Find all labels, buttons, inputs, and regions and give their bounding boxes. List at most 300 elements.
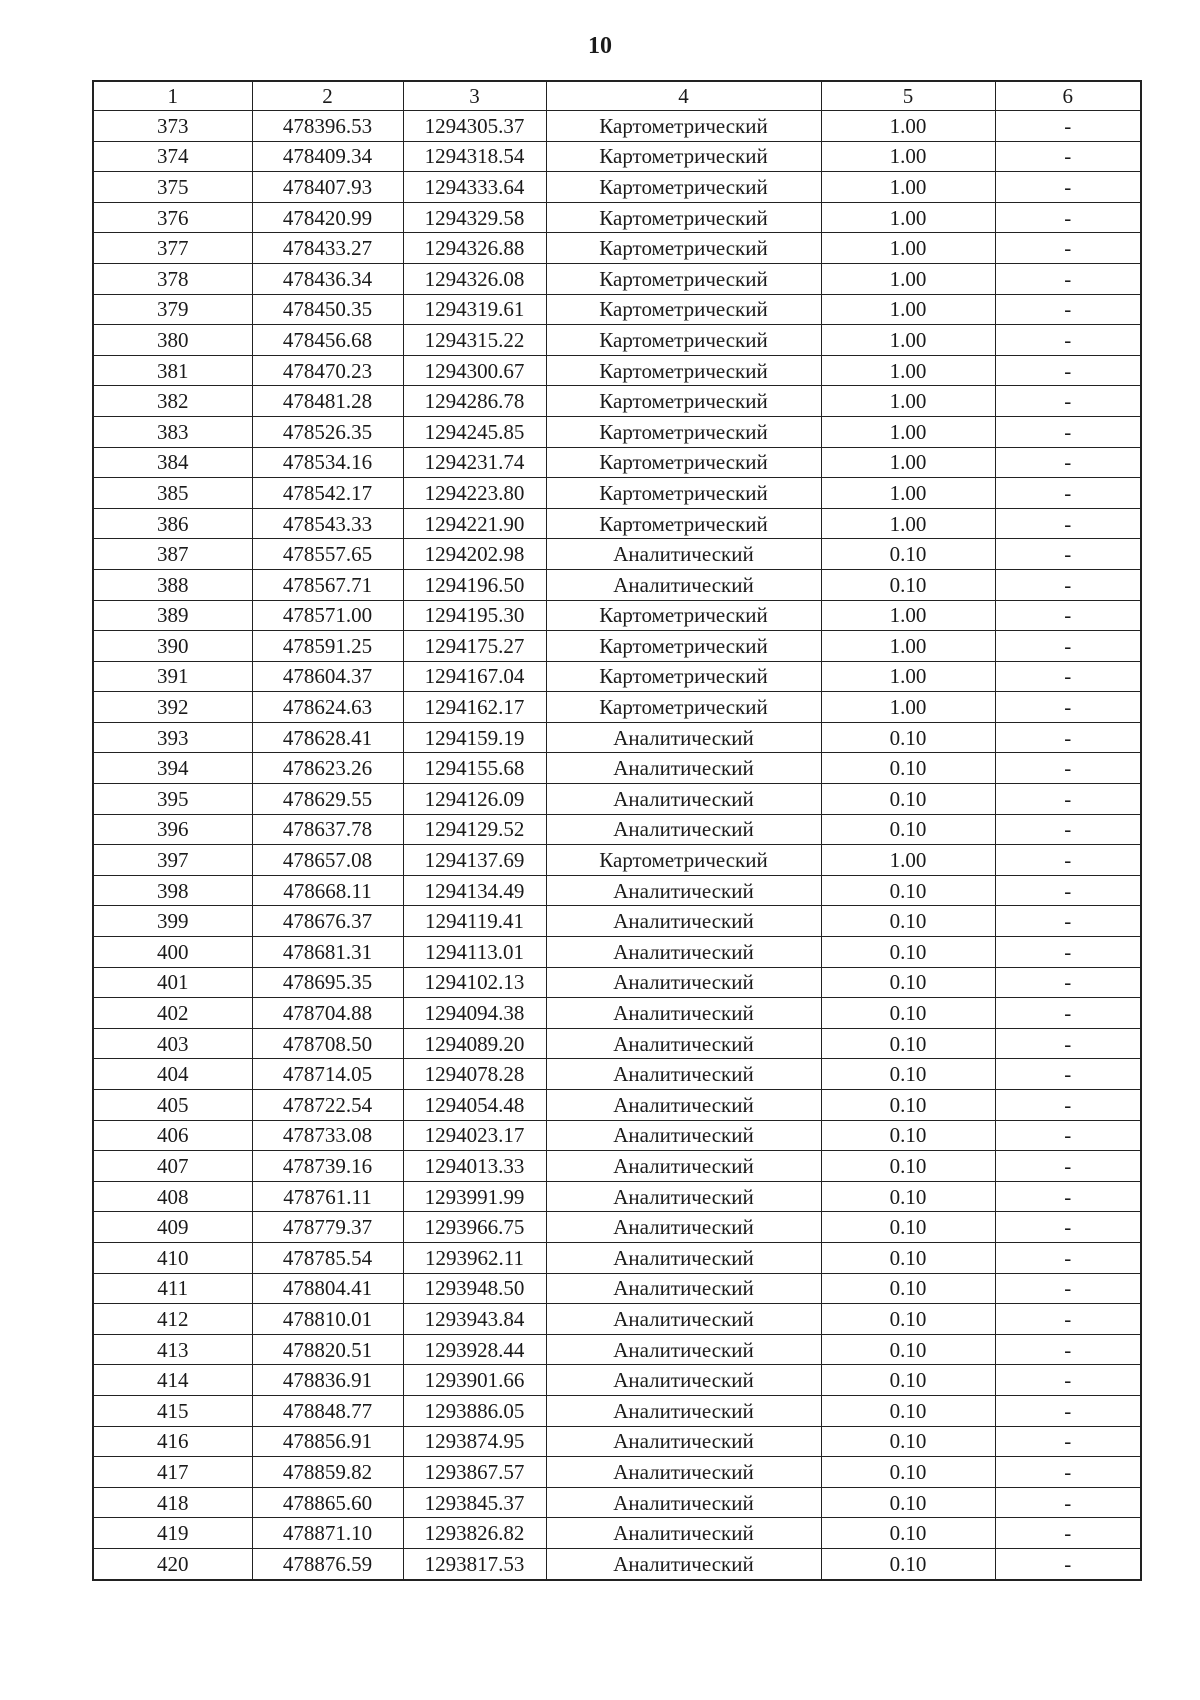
cell-method: Картометрический bbox=[546, 631, 821, 662]
cell-method: Аналитический bbox=[546, 1457, 821, 1488]
cell-y-coordinate: 1294329.58 bbox=[403, 202, 546, 233]
cell-x-coordinate: 478836.91 bbox=[252, 1365, 403, 1396]
cell-method: Аналитический bbox=[546, 937, 821, 968]
cell-x-coordinate: 478733.08 bbox=[252, 1120, 403, 1151]
cell-description: - bbox=[995, 263, 1141, 294]
table-row bbox=[93, 600, 1141, 631]
cell-description: - bbox=[995, 478, 1141, 509]
cell-description: - bbox=[995, 1518, 1141, 1549]
cell-point-number: 408 bbox=[93, 1181, 252, 1212]
table-row bbox=[93, 1273, 1141, 1304]
cell-point-number: 402 bbox=[93, 998, 252, 1029]
cell-y-coordinate: 1294167.04 bbox=[403, 661, 546, 692]
cell-y-coordinate: 1294300.67 bbox=[403, 355, 546, 386]
cell-point-number: 414 bbox=[93, 1365, 252, 1396]
table-row bbox=[93, 1426, 1141, 1457]
cell-y-coordinate: 1293966.75 bbox=[403, 1212, 546, 1243]
cell-point-number: 391 bbox=[93, 661, 252, 692]
cell-point-number: 389 bbox=[93, 600, 252, 631]
cell-method: Картометрический bbox=[546, 447, 821, 478]
cell-x-coordinate: 478629.55 bbox=[252, 784, 403, 815]
header-cell-6: 6 bbox=[995, 81, 1141, 111]
cell-accuracy: 0.10 bbox=[821, 1181, 995, 1212]
cell-method: Картометрический bbox=[546, 692, 821, 723]
cell-x-coordinate: 478567.71 bbox=[252, 569, 403, 600]
cell-method: Аналитический bbox=[546, 1548, 821, 1579]
cell-method: Аналитический bbox=[546, 1212, 821, 1243]
table-row bbox=[93, 692, 1141, 723]
cell-y-coordinate: 1294137.69 bbox=[403, 845, 546, 876]
header-cell-4: 4 bbox=[546, 81, 821, 111]
table-row bbox=[93, 875, 1141, 906]
cell-accuracy: 1.00 bbox=[821, 263, 995, 294]
cell-description: - bbox=[995, 1090, 1141, 1121]
cell-point-number: 405 bbox=[93, 1090, 252, 1121]
cell-y-coordinate: 1293943.84 bbox=[403, 1304, 546, 1335]
cell-method: Аналитический bbox=[546, 784, 821, 815]
table-row bbox=[93, 386, 1141, 417]
cell-y-coordinate: 1294159.19 bbox=[403, 722, 546, 753]
cell-y-coordinate: 1294054.48 bbox=[403, 1090, 546, 1121]
header-row bbox=[93, 81, 1141, 111]
cell-accuracy: 0.10 bbox=[821, 1395, 995, 1426]
cell-accuracy: 0.10 bbox=[821, 1273, 995, 1304]
table-row bbox=[93, 202, 1141, 233]
table-row bbox=[93, 1212, 1141, 1243]
cell-point-number: 419 bbox=[93, 1518, 252, 1549]
cell-method: Аналитический bbox=[546, 1059, 821, 1090]
cell-point-number: 395 bbox=[93, 784, 252, 815]
cell-y-coordinate: 1294119.41 bbox=[403, 906, 546, 937]
cell-accuracy: 0.10 bbox=[821, 539, 995, 570]
cell-point-number: 399 bbox=[93, 906, 252, 937]
cell-x-coordinate: 478714.05 bbox=[252, 1059, 403, 1090]
cell-description: - bbox=[995, 1334, 1141, 1365]
cell-method: Картометрический bbox=[546, 478, 821, 509]
cell-x-coordinate: 478542.17 bbox=[252, 478, 403, 509]
cell-description: - bbox=[995, 998, 1141, 1029]
cell-y-coordinate: 1294231.74 bbox=[403, 447, 546, 478]
cell-y-coordinate: 1294333.64 bbox=[403, 172, 546, 203]
cell-y-coordinate: 1294013.33 bbox=[403, 1151, 546, 1182]
table-row bbox=[93, 1365, 1141, 1396]
cell-method: Аналитический bbox=[546, 906, 821, 937]
cell-method: Аналитический bbox=[546, 1120, 821, 1151]
cell-x-coordinate: 478396.53 bbox=[252, 111, 403, 142]
cell-x-coordinate: 478456.68 bbox=[252, 325, 403, 356]
table-row bbox=[93, 1548, 1141, 1579]
cell-description: - bbox=[995, 202, 1141, 233]
table-row bbox=[93, 233, 1141, 264]
cell-x-coordinate: 478407.93 bbox=[252, 172, 403, 203]
cell-point-number: 393 bbox=[93, 722, 252, 753]
cell-x-coordinate: 478481.28 bbox=[252, 386, 403, 417]
cell-accuracy: 0.10 bbox=[821, 937, 995, 968]
cell-description: - bbox=[995, 784, 1141, 815]
table-row bbox=[93, 447, 1141, 478]
cell-accuracy: 0.10 bbox=[821, 1334, 995, 1365]
cell-method: Картометрический bbox=[546, 233, 821, 264]
cell-x-coordinate: 478571.00 bbox=[252, 600, 403, 631]
cell-accuracy: 0.10 bbox=[821, 722, 995, 753]
cell-method: Аналитический bbox=[546, 1090, 821, 1121]
cell-method: Аналитический bbox=[546, 722, 821, 753]
cell-x-coordinate: 478628.41 bbox=[252, 722, 403, 753]
cell-description: - bbox=[995, 141, 1141, 172]
cell-y-coordinate: 1294113.01 bbox=[403, 937, 546, 968]
cell-y-coordinate: 1294221.90 bbox=[403, 508, 546, 539]
cell-method: Картометрический bbox=[546, 294, 821, 325]
cell-y-coordinate: 1293962.11 bbox=[403, 1242, 546, 1273]
cell-point-number: 394 bbox=[93, 753, 252, 784]
cell-accuracy: 1.00 bbox=[821, 478, 995, 509]
cell-x-coordinate: 478810.01 bbox=[252, 1304, 403, 1335]
cell-y-coordinate: 1293901.66 bbox=[403, 1365, 546, 1396]
cell-point-number: 407 bbox=[93, 1151, 252, 1182]
cell-point-number: 379 bbox=[93, 294, 252, 325]
cell-y-coordinate: 1294102.13 bbox=[403, 967, 546, 998]
cell-method: Аналитический bbox=[546, 1181, 821, 1212]
cell-description: - bbox=[995, 1059, 1141, 1090]
cell-y-coordinate: 1294195.30 bbox=[403, 600, 546, 631]
cell-method: Аналитический bbox=[546, 998, 821, 1029]
cell-method: Картометрический bbox=[546, 172, 821, 203]
cell-accuracy: 0.10 bbox=[821, 1151, 995, 1182]
cell-y-coordinate: 1294126.09 bbox=[403, 784, 546, 815]
cell-x-coordinate: 478722.54 bbox=[252, 1090, 403, 1121]
cell-description: - bbox=[995, 661, 1141, 692]
table-row bbox=[93, 1151, 1141, 1182]
cell-x-coordinate: 478624.63 bbox=[252, 692, 403, 723]
cell-method: Картометрический bbox=[546, 600, 821, 631]
table-row bbox=[93, 172, 1141, 203]
cell-x-coordinate: 478470.23 bbox=[252, 355, 403, 386]
cell-method: Картометрический bbox=[546, 355, 821, 386]
cell-point-number: 403 bbox=[93, 1028, 252, 1059]
page-number: 10 bbox=[588, 33, 612, 59]
cell-accuracy: 1.00 bbox=[821, 355, 995, 386]
cell-accuracy: 0.10 bbox=[821, 875, 995, 906]
cell-x-coordinate: 478534.16 bbox=[252, 447, 403, 478]
cell-accuracy: 0.10 bbox=[821, 1212, 995, 1243]
cell-y-coordinate: 1293948.50 bbox=[403, 1273, 546, 1304]
cell-description: - bbox=[995, 508, 1141, 539]
cell-description: - bbox=[995, 875, 1141, 906]
cell-x-coordinate: 478668.11 bbox=[252, 875, 403, 906]
table-row bbox=[93, 1181, 1141, 1212]
cell-x-coordinate: 478785.54 bbox=[252, 1242, 403, 1273]
cell-method: Аналитический bbox=[546, 1242, 821, 1273]
cell-method: Картометрический bbox=[546, 202, 821, 233]
header-cell-5: 5 bbox=[821, 81, 995, 111]
cell-method: Картометрический bbox=[546, 111, 821, 142]
cell-method: Аналитический bbox=[546, 1518, 821, 1549]
cell-description: - bbox=[995, 325, 1141, 356]
cell-method: Картометрический bbox=[546, 325, 821, 356]
cell-accuracy: 0.10 bbox=[821, 1120, 995, 1151]
cell-accuracy: 1.00 bbox=[821, 692, 995, 723]
header-cell-2: 2 bbox=[252, 81, 403, 111]
cell-method: Картометрический bbox=[546, 845, 821, 876]
cell-x-coordinate: 478433.27 bbox=[252, 233, 403, 264]
table-row bbox=[93, 814, 1141, 845]
cell-x-coordinate: 478779.37 bbox=[252, 1212, 403, 1243]
cell-accuracy: 1.00 bbox=[821, 386, 995, 417]
cell-method: Аналитический bbox=[546, 875, 821, 906]
cell-x-coordinate: 478450.35 bbox=[252, 294, 403, 325]
table-row bbox=[93, 1304, 1141, 1335]
cell-y-coordinate: 1294162.17 bbox=[403, 692, 546, 723]
table-row bbox=[93, 1120, 1141, 1151]
table-row bbox=[93, 355, 1141, 386]
cell-point-number: 417 bbox=[93, 1457, 252, 1488]
cell-y-coordinate: 1294319.61 bbox=[403, 294, 546, 325]
cell-y-coordinate: 1294286.78 bbox=[403, 386, 546, 417]
cell-point-number: 415 bbox=[93, 1395, 252, 1426]
table-row bbox=[93, 967, 1141, 998]
cell-x-coordinate: 478543.33 bbox=[252, 508, 403, 539]
cell-point-number: 390 bbox=[93, 631, 252, 662]
cell-point-number: 375 bbox=[93, 172, 252, 203]
cell-point-number: 411 bbox=[93, 1273, 252, 1304]
cell-y-coordinate: 1294089.20 bbox=[403, 1028, 546, 1059]
table-row bbox=[93, 539, 1141, 570]
cell-description: - bbox=[995, 539, 1141, 570]
cell-point-number: 406 bbox=[93, 1120, 252, 1151]
table-row bbox=[93, 294, 1141, 325]
table-row bbox=[93, 1090, 1141, 1121]
cell-x-coordinate: 478676.37 bbox=[252, 906, 403, 937]
coordinates-table bbox=[92, 80, 1142, 1581]
cell-description: - bbox=[995, 1304, 1141, 1335]
cell-description: - bbox=[995, 1395, 1141, 1426]
table-row bbox=[93, 1059, 1141, 1090]
cell-y-coordinate: 1293874.95 bbox=[403, 1426, 546, 1457]
cell-method: Аналитический bbox=[546, 1365, 821, 1396]
cell-y-coordinate: 1294223.80 bbox=[403, 478, 546, 509]
cell-accuracy: 0.10 bbox=[821, 1548, 995, 1579]
cell-y-coordinate: 1294134.49 bbox=[403, 875, 546, 906]
cell-description: - bbox=[995, 1242, 1141, 1273]
table-row bbox=[93, 937, 1141, 968]
header-cell-1: 1 bbox=[93, 81, 252, 111]
cell-y-coordinate: 1294305.37 bbox=[403, 111, 546, 142]
table-row bbox=[93, 998, 1141, 1029]
cell-point-number: 396 bbox=[93, 814, 252, 845]
cell-accuracy: 1.00 bbox=[821, 233, 995, 264]
cell-method: Картометрический bbox=[546, 661, 821, 692]
cell-y-coordinate: 1294129.52 bbox=[403, 814, 546, 845]
cell-method: Аналитический bbox=[546, 1334, 821, 1365]
cell-description: - bbox=[995, 1426, 1141, 1457]
cell-y-coordinate: 1294094.38 bbox=[403, 998, 546, 1029]
cell-accuracy: 1.00 bbox=[821, 600, 995, 631]
cell-x-coordinate: 478739.16 bbox=[252, 1151, 403, 1182]
table-row bbox=[93, 1518, 1141, 1549]
cell-method: Аналитический bbox=[546, 539, 821, 570]
cell-x-coordinate: 478848.77 bbox=[252, 1395, 403, 1426]
cell-accuracy: 1.00 bbox=[821, 631, 995, 662]
table-row bbox=[93, 1395, 1141, 1426]
cell-point-number: 381 bbox=[93, 355, 252, 386]
cell-accuracy: 0.10 bbox=[821, 1518, 995, 1549]
cell-y-coordinate: 1293845.37 bbox=[403, 1487, 546, 1518]
cell-accuracy: 0.10 bbox=[821, 1304, 995, 1335]
cell-accuracy: 0.10 bbox=[821, 814, 995, 845]
cell-x-coordinate: 478409.34 bbox=[252, 141, 403, 172]
cell-accuracy: 1.00 bbox=[821, 141, 995, 172]
cell-x-coordinate: 478859.82 bbox=[252, 1457, 403, 1488]
cell-point-number: 410 bbox=[93, 1242, 252, 1273]
table-row bbox=[93, 325, 1141, 356]
cell-y-coordinate: 1293928.44 bbox=[403, 1334, 546, 1365]
cell-x-coordinate: 478526.35 bbox=[252, 416, 403, 447]
cell-description: - bbox=[995, 111, 1141, 142]
cell-y-coordinate: 1293886.05 bbox=[403, 1395, 546, 1426]
table-row bbox=[93, 753, 1141, 784]
cell-method: Аналитический bbox=[546, 1487, 821, 1518]
cell-accuracy: 1.00 bbox=[821, 845, 995, 876]
cell-x-coordinate: 478820.51 bbox=[252, 1334, 403, 1365]
cell-description: - bbox=[995, 722, 1141, 753]
table-row bbox=[93, 661, 1141, 692]
cell-accuracy: 0.10 bbox=[821, 1242, 995, 1273]
cell-point-number: 373 bbox=[93, 111, 252, 142]
cell-description: - bbox=[995, 1548, 1141, 1579]
cell-x-coordinate: 478637.78 bbox=[252, 814, 403, 845]
cell-x-coordinate: 478695.35 bbox=[252, 967, 403, 998]
cell-description: - bbox=[995, 1487, 1141, 1518]
table-row bbox=[93, 141, 1141, 172]
cell-x-coordinate: 478708.50 bbox=[252, 1028, 403, 1059]
cell-description: - bbox=[995, 1120, 1141, 1151]
cell-description: - bbox=[995, 386, 1141, 417]
cell-description: - bbox=[995, 600, 1141, 631]
cell-point-number: 377 bbox=[93, 233, 252, 264]
cell-description: - bbox=[995, 906, 1141, 937]
cell-y-coordinate: 1294155.68 bbox=[403, 753, 546, 784]
cell-y-coordinate: 1294175.27 bbox=[403, 631, 546, 662]
header-cell-3: 3 bbox=[403, 81, 546, 111]
cell-point-number: 404 bbox=[93, 1059, 252, 1090]
cell-x-coordinate: 478591.25 bbox=[252, 631, 403, 662]
cell-method: Картометрический bbox=[546, 263, 821, 294]
cell-x-coordinate: 478436.34 bbox=[252, 263, 403, 294]
cell-description: - bbox=[995, 845, 1141, 876]
cell-y-coordinate: 1294078.28 bbox=[403, 1059, 546, 1090]
cell-method: Аналитический bbox=[546, 967, 821, 998]
cell-point-number: 400 bbox=[93, 937, 252, 968]
cell-description: - bbox=[995, 569, 1141, 600]
cell-method: Аналитический bbox=[546, 1273, 821, 1304]
cell-y-coordinate: 1294202.98 bbox=[403, 539, 546, 570]
table-row bbox=[93, 1487, 1141, 1518]
cell-x-coordinate: 478761.11 bbox=[252, 1181, 403, 1212]
cell-x-coordinate: 478420.99 bbox=[252, 202, 403, 233]
cell-description: - bbox=[995, 692, 1141, 723]
cell-accuracy: 1.00 bbox=[821, 447, 995, 478]
cell-point-number: 388 bbox=[93, 569, 252, 600]
cell-point-number: 380 bbox=[93, 325, 252, 356]
cell-point-number: 374 bbox=[93, 141, 252, 172]
cell-point-number: 420 bbox=[93, 1548, 252, 1579]
table-row bbox=[93, 845, 1141, 876]
cell-point-number: 397 bbox=[93, 845, 252, 876]
cell-method: Аналитический bbox=[546, 814, 821, 845]
table-row bbox=[93, 478, 1141, 509]
cell-point-number: 418 bbox=[93, 1487, 252, 1518]
table-row bbox=[93, 263, 1141, 294]
cell-point-number: 385 bbox=[93, 478, 252, 509]
table-body bbox=[93, 111, 1141, 1580]
cell-point-number: 376 bbox=[93, 202, 252, 233]
cell-accuracy: 0.10 bbox=[821, 1365, 995, 1396]
cell-y-coordinate: 1294315.22 bbox=[403, 325, 546, 356]
cell-method: Аналитический bbox=[546, 569, 821, 600]
cell-description: - bbox=[995, 631, 1141, 662]
cell-description: - bbox=[995, 355, 1141, 386]
cell-point-number: 401 bbox=[93, 967, 252, 998]
cell-y-coordinate: 1294318.54 bbox=[403, 141, 546, 172]
cell-accuracy: 1.00 bbox=[821, 508, 995, 539]
table-row bbox=[93, 1334, 1141, 1365]
cell-description: - bbox=[995, 172, 1141, 203]
cell-method: Аналитический bbox=[546, 1151, 821, 1182]
table-row bbox=[93, 906, 1141, 937]
cell-method: Картометрический bbox=[546, 508, 821, 539]
cell-point-number: 392 bbox=[93, 692, 252, 723]
table-row bbox=[93, 1028, 1141, 1059]
cell-accuracy: 1.00 bbox=[821, 325, 995, 356]
cell-method: Картометрический bbox=[546, 141, 821, 172]
cell-accuracy: 0.10 bbox=[821, 906, 995, 937]
table-row bbox=[93, 1457, 1141, 1488]
cell-description: - bbox=[995, 937, 1141, 968]
table-row bbox=[93, 722, 1141, 753]
cell-description: - bbox=[995, 447, 1141, 478]
cell-description: - bbox=[995, 1457, 1141, 1488]
cell-y-coordinate: 1293826.82 bbox=[403, 1518, 546, 1549]
cell-description: - bbox=[995, 233, 1141, 264]
cell-description: - bbox=[995, 1212, 1141, 1243]
cell-point-number: 398 bbox=[93, 875, 252, 906]
cell-accuracy: 0.10 bbox=[821, 1487, 995, 1518]
cell-method: Картометрический bbox=[546, 416, 821, 447]
table-row bbox=[93, 631, 1141, 662]
cell-accuracy: 0.10 bbox=[821, 1426, 995, 1457]
cell-method: Аналитический bbox=[546, 1304, 821, 1335]
cell-point-number: 387 bbox=[93, 539, 252, 570]
cell-y-coordinate: 1294326.88 bbox=[403, 233, 546, 264]
cell-y-coordinate: 1293867.57 bbox=[403, 1457, 546, 1488]
cell-accuracy: 0.10 bbox=[821, 1457, 995, 1488]
cell-accuracy: 0.10 bbox=[821, 753, 995, 784]
cell-x-coordinate: 478871.10 bbox=[252, 1518, 403, 1549]
cell-point-number: 413 bbox=[93, 1334, 252, 1365]
cell-y-coordinate: 1294245.85 bbox=[403, 416, 546, 447]
cell-method: Аналитический bbox=[546, 753, 821, 784]
cell-x-coordinate: 478876.59 bbox=[252, 1548, 403, 1579]
cell-accuracy: 1.00 bbox=[821, 294, 995, 325]
cell-y-coordinate: 1293991.99 bbox=[403, 1181, 546, 1212]
cell-method: Аналитический bbox=[546, 1395, 821, 1426]
cell-accuracy: 1.00 bbox=[821, 172, 995, 203]
table-row bbox=[93, 1242, 1141, 1273]
cell-accuracy: 1.00 bbox=[821, 111, 995, 142]
cell-point-number: 384 bbox=[93, 447, 252, 478]
cell-accuracy: 0.10 bbox=[821, 569, 995, 600]
cell-y-coordinate: 1294023.17 bbox=[403, 1120, 546, 1151]
